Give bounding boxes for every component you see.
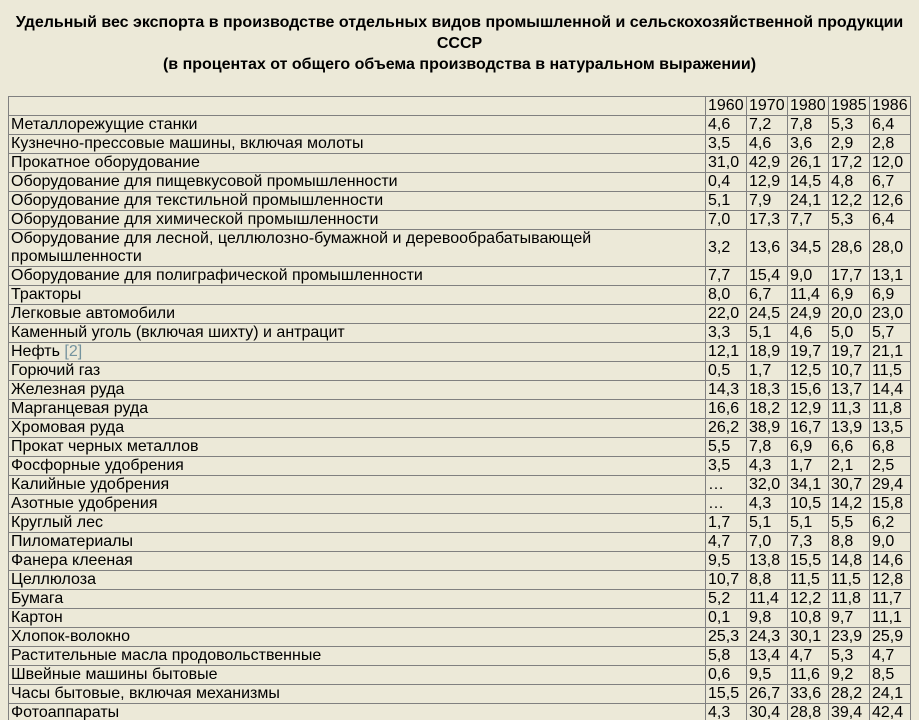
product-name: Часы бытовые, включая механизмы (9, 685, 706, 704)
product-name: Легковые автомобили (9, 305, 706, 324)
value-cell: 7,8 (788, 116, 829, 135)
value-cell: 13,1 (870, 267, 911, 286)
value-cell: 7,7 (706, 267, 747, 286)
value-cell: 11,4 (788, 286, 829, 305)
value-cell: 3,5 (706, 135, 747, 154)
table-row (9, 286, 911, 305)
header-row (9, 97, 911, 116)
value-cell: 32,0 (747, 476, 788, 495)
value-cell: 3,3 (706, 324, 747, 343)
product-name: Калийные удобрения (9, 476, 706, 495)
value-cell: 12,6 (870, 192, 911, 211)
table-row (9, 192, 911, 211)
value-cell: 13,7 (829, 381, 870, 400)
value-cell: 3,5 (706, 457, 747, 476)
value-cell: 14,6 (870, 552, 911, 571)
value-cell: 12,9 (788, 400, 829, 419)
value-cell: 21,1 (870, 343, 911, 362)
table-row (9, 571, 911, 590)
table-row (9, 533, 911, 552)
value-cell: 8,5 (870, 666, 911, 685)
value-cell: 17,3 (747, 211, 788, 230)
value-cell: 4,3 (747, 495, 788, 514)
value-cell: 25,9 (870, 628, 911, 647)
value-cell: 6,8 (870, 438, 911, 457)
product-name: Фанера клееная (9, 552, 706, 571)
value-cell: 7,2 (747, 116, 788, 135)
value-cell: 12,2 (788, 590, 829, 609)
table-row (9, 704, 911, 720)
year-header-1985: 1985 (829, 97, 870, 116)
value-cell: 4,3 (706, 704, 747, 720)
table-row (9, 324, 911, 343)
product-name: Целлюлоза (9, 571, 706, 590)
product-name: Нефть [2] (9, 343, 706, 362)
table-row (9, 154, 911, 173)
value-cell: 19,7 (829, 343, 870, 362)
value-cell: … (706, 495, 747, 514)
table-row (9, 647, 911, 666)
table-row (9, 400, 911, 419)
footnote-link[interactable]: [2] (64, 343, 83, 360)
value-cell: 33,6 (788, 685, 829, 704)
product-name: Хромовая руда (9, 419, 706, 438)
table-row (9, 495, 911, 514)
product-name: Растительные масла продовольственные (9, 647, 706, 666)
value-cell: 11,4 (747, 590, 788, 609)
value-cell: 24,1 (788, 192, 829, 211)
value-cell: 5,5 (706, 438, 747, 457)
value-cell: 12,1 (706, 343, 747, 362)
table-row (9, 609, 911, 628)
value-cell: 8,0 (706, 286, 747, 305)
product-name: Круглый лес (9, 514, 706, 533)
value-cell: 5,0 (829, 324, 870, 343)
table-row (9, 230, 911, 267)
value-cell: 4,6 (747, 135, 788, 154)
value-cell: 38,9 (747, 419, 788, 438)
year-header-1986: 1986 (870, 97, 911, 116)
product-name: Оборудование для пищевкусовой промышленности (9, 173, 706, 192)
value-cell: 7,8 (747, 438, 788, 457)
value-cell: 34,1 (788, 476, 829, 495)
value-cell: … (706, 476, 747, 495)
product-name: Хлопок-волокно (9, 628, 706, 647)
value-cell: 12,0 (870, 154, 911, 173)
table-row (9, 590, 911, 609)
value-cell: 5,3 (829, 647, 870, 666)
value-cell: 5,5 (829, 514, 870, 533)
value-cell: 9,8 (747, 609, 788, 628)
table-row (9, 135, 911, 154)
value-cell: 24,9 (788, 305, 829, 324)
table-row (9, 267, 911, 286)
value-cell: 2,9 (829, 135, 870, 154)
value-cell: 5,1 (706, 192, 747, 211)
value-cell: 0,1 (706, 609, 747, 628)
value-cell: 11,5 (870, 362, 911, 381)
value-cell: 11,7 (870, 590, 911, 609)
product-name: Оборудование для текстильной промышленности (9, 192, 706, 211)
value-cell: 5,1 (747, 324, 788, 343)
value-cell: 3,2 (706, 230, 747, 267)
value-cell: 25,3 (706, 628, 747, 647)
table-row (9, 173, 911, 192)
value-cell: 14,3 (706, 381, 747, 400)
product-name: Тракторы (9, 286, 706, 305)
value-cell: 26,7 (747, 685, 788, 704)
table-body (9, 116, 911, 720)
value-cell: 18,9 (747, 343, 788, 362)
product-name: Оборудование для лесной, целлюлозно-бумажной и деревообрабатывающей промышленности (9, 230, 706, 267)
value-cell: 8,8 (747, 571, 788, 590)
product-name: Пиломатериалы (9, 533, 706, 552)
product-name: Оборудование для полиграфической промышленности (9, 267, 706, 286)
value-cell: 28,6 (829, 230, 870, 267)
table-row (9, 685, 911, 704)
value-cell: 1,7 (706, 514, 747, 533)
value-cell: 1,7 (788, 457, 829, 476)
value-cell: 19,7 (788, 343, 829, 362)
value-cell: 29,4 (870, 476, 911, 495)
value-cell: 9,5 (747, 666, 788, 685)
product-name: Фотоаппараты (9, 704, 706, 720)
value-cell: 13,9 (829, 419, 870, 438)
value-cell: 13,4 (747, 647, 788, 666)
value-cell: 28,8 (788, 704, 829, 720)
value-cell: 6,4 (870, 116, 911, 135)
value-cell: 6,2 (870, 514, 911, 533)
value-cell: 5,7 (870, 324, 911, 343)
value-cell: 3,6 (788, 135, 829, 154)
value-cell: 42,9 (747, 154, 788, 173)
value-cell: 11,1 (870, 609, 911, 628)
value-cell: 26,1 (788, 154, 829, 173)
table-header (9, 97, 911, 116)
value-cell: 6,7 (747, 286, 788, 305)
value-cell: 16,6 (706, 400, 747, 419)
product-name: Бумага (9, 590, 706, 609)
value-cell: 9,5 (706, 552, 747, 571)
value-cell: 6,9 (870, 286, 911, 305)
value-cell: 12,2 (829, 192, 870, 211)
value-cell: 6,9 (829, 286, 870, 305)
value-cell: 4,6 (788, 324, 829, 343)
table-row (9, 514, 911, 533)
value-cell: 9,0 (788, 267, 829, 286)
value-cell: 4,3 (747, 457, 788, 476)
value-cell: 2,5 (870, 457, 911, 476)
value-cell: 2,8 (870, 135, 911, 154)
value-cell: 13,5 (870, 419, 911, 438)
value-cell: 5,3 (829, 116, 870, 135)
value-cell: 7,0 (706, 211, 747, 230)
title-line-2: СССР (436, 35, 483, 52)
value-cell: 9,2 (829, 666, 870, 685)
value-cell: 15,4 (747, 267, 788, 286)
table-row (9, 457, 911, 476)
value-cell: 5,8 (706, 647, 747, 666)
value-cell: 13,8 (747, 552, 788, 571)
value-cell: 11,5 (829, 571, 870, 590)
product-name: Азотные удобрения (9, 495, 706, 514)
value-cell: 11,3 (829, 400, 870, 419)
value-cell: 4,7 (706, 533, 747, 552)
table-row (9, 362, 911, 381)
value-cell: 7,0 (747, 533, 788, 552)
value-cell: 28,2 (829, 685, 870, 704)
product-name: Железная руда (9, 381, 706, 400)
value-cell: 10,5 (788, 495, 829, 514)
value-cell: 24,3 (747, 628, 788, 647)
value-cell: 18,3 (747, 381, 788, 400)
value-cell: 22,0 (706, 305, 747, 324)
value-cell: 14,8 (829, 552, 870, 571)
value-cell: 31,0 (706, 154, 747, 173)
product-name: Швейные машины бытовые (9, 666, 706, 685)
table-row (9, 628, 911, 647)
value-cell: 10,8 (788, 609, 829, 628)
value-cell: 10,7 (829, 362, 870, 381)
table-row (9, 381, 911, 400)
product-name: Оборудование для химической промышленности (9, 211, 706, 230)
product-name: Картон (9, 609, 706, 628)
product-name: Каменный уголь (включая шихту) и антрацит (9, 324, 706, 343)
table-row (9, 211, 911, 230)
table-row (9, 552, 911, 571)
value-cell: 5,2 (706, 590, 747, 609)
value-cell: 4,7 (870, 647, 911, 666)
value-cell: 7,9 (747, 192, 788, 211)
value-cell: 14,2 (829, 495, 870, 514)
value-cell: 23,0 (870, 305, 911, 324)
value-cell: 14,5 (788, 173, 829, 192)
value-cell: 28,0 (870, 230, 911, 267)
table-row (9, 476, 911, 495)
table-row (9, 343, 911, 362)
value-cell: 17,7 (829, 267, 870, 286)
table-row (9, 666, 911, 685)
value-cell: 0,5 (706, 362, 747, 381)
value-cell: 11,5 (788, 571, 829, 590)
page-title (8, 12, 911, 75)
value-cell: 30,7 (829, 476, 870, 495)
value-cell: 20,0 (829, 305, 870, 324)
value-cell: 5,3 (829, 211, 870, 230)
table-row (9, 116, 911, 135)
value-cell: 8,8 (829, 533, 870, 552)
value-cell: 11,8 (829, 590, 870, 609)
year-header-1980: 1980 (788, 97, 829, 116)
value-cell: 1,7 (747, 362, 788, 381)
table-row (9, 305, 911, 324)
table-row (9, 438, 911, 457)
title-line-3: (в процентах от общего объема производства в натуральном выражении) (162, 56, 757, 73)
value-cell: 6,4 (870, 211, 911, 230)
value-cell: 14,4 (870, 381, 911, 400)
corner-cell (9, 97, 706, 116)
value-cell: 30,4 (747, 704, 788, 720)
value-cell: 42,4 (870, 704, 911, 720)
product-name: Марганцевая руда (9, 400, 706, 419)
value-cell: 6,6 (829, 438, 870, 457)
export-share-table (8, 96, 911, 720)
value-cell: 4,6 (706, 116, 747, 135)
value-cell: 24,5 (747, 305, 788, 324)
value-cell: 6,7 (870, 173, 911, 192)
value-cell: 7,3 (788, 533, 829, 552)
value-cell: 15,6 (788, 381, 829, 400)
product-name: Кузнечно-прессовые машины, включая молоты (9, 135, 706, 154)
value-cell: 12,9 (747, 173, 788, 192)
year-header-1970: 1970 (747, 97, 788, 116)
value-cell: 13,6 (747, 230, 788, 267)
value-cell: 12,5 (788, 362, 829, 381)
value-cell: 5,1 (788, 514, 829, 533)
value-cell: 18,2 (747, 400, 788, 419)
value-cell: 9,7 (829, 609, 870, 628)
value-cell: 16,7 (788, 419, 829, 438)
product-name: Прокатное оборудование (9, 154, 706, 173)
product-name: Фосфорные удобрения (9, 457, 706, 476)
value-cell: 2,1 (829, 457, 870, 476)
value-cell: 39,4 (829, 704, 870, 720)
value-cell: 23,9 (829, 628, 870, 647)
value-cell: 24,1 (870, 685, 911, 704)
value-cell: 5,1 (747, 514, 788, 533)
title-line-1: Удельный вес экспорта в производстве отдельных видов промышленной и сельскохозяйственной продукции (15, 14, 904, 31)
table-row (9, 419, 911, 438)
value-cell: 11,8 (870, 400, 911, 419)
value-cell: 7,7 (788, 211, 829, 230)
value-cell: 30,1 (788, 628, 829, 647)
product-name: Металлорежущие станки (9, 116, 706, 135)
value-cell: 0,6 (706, 666, 747, 685)
value-cell: 4,7 (788, 647, 829, 666)
value-cell: 15,8 (870, 495, 911, 514)
product-name: Горючий газ (9, 362, 706, 381)
value-cell: 11,6 (788, 666, 829, 685)
product-name: Прокат черных металлов (9, 438, 706, 457)
value-cell: 12,8 (870, 571, 911, 590)
value-cell: 6,9 (788, 438, 829, 457)
year-header-1960: 1960 (706, 97, 747, 116)
value-cell: 34,5 (788, 230, 829, 267)
value-cell: 10,7 (706, 571, 747, 590)
value-cell: 9,0 (870, 533, 911, 552)
value-cell: 26,2 (706, 419, 747, 438)
value-cell: 4,8 (829, 173, 870, 192)
value-cell: 15,5 (788, 552, 829, 571)
value-cell: 17,2 (829, 154, 870, 173)
value-cell: 0,4 (706, 173, 747, 192)
value-cell: 15,5 (706, 685, 747, 704)
